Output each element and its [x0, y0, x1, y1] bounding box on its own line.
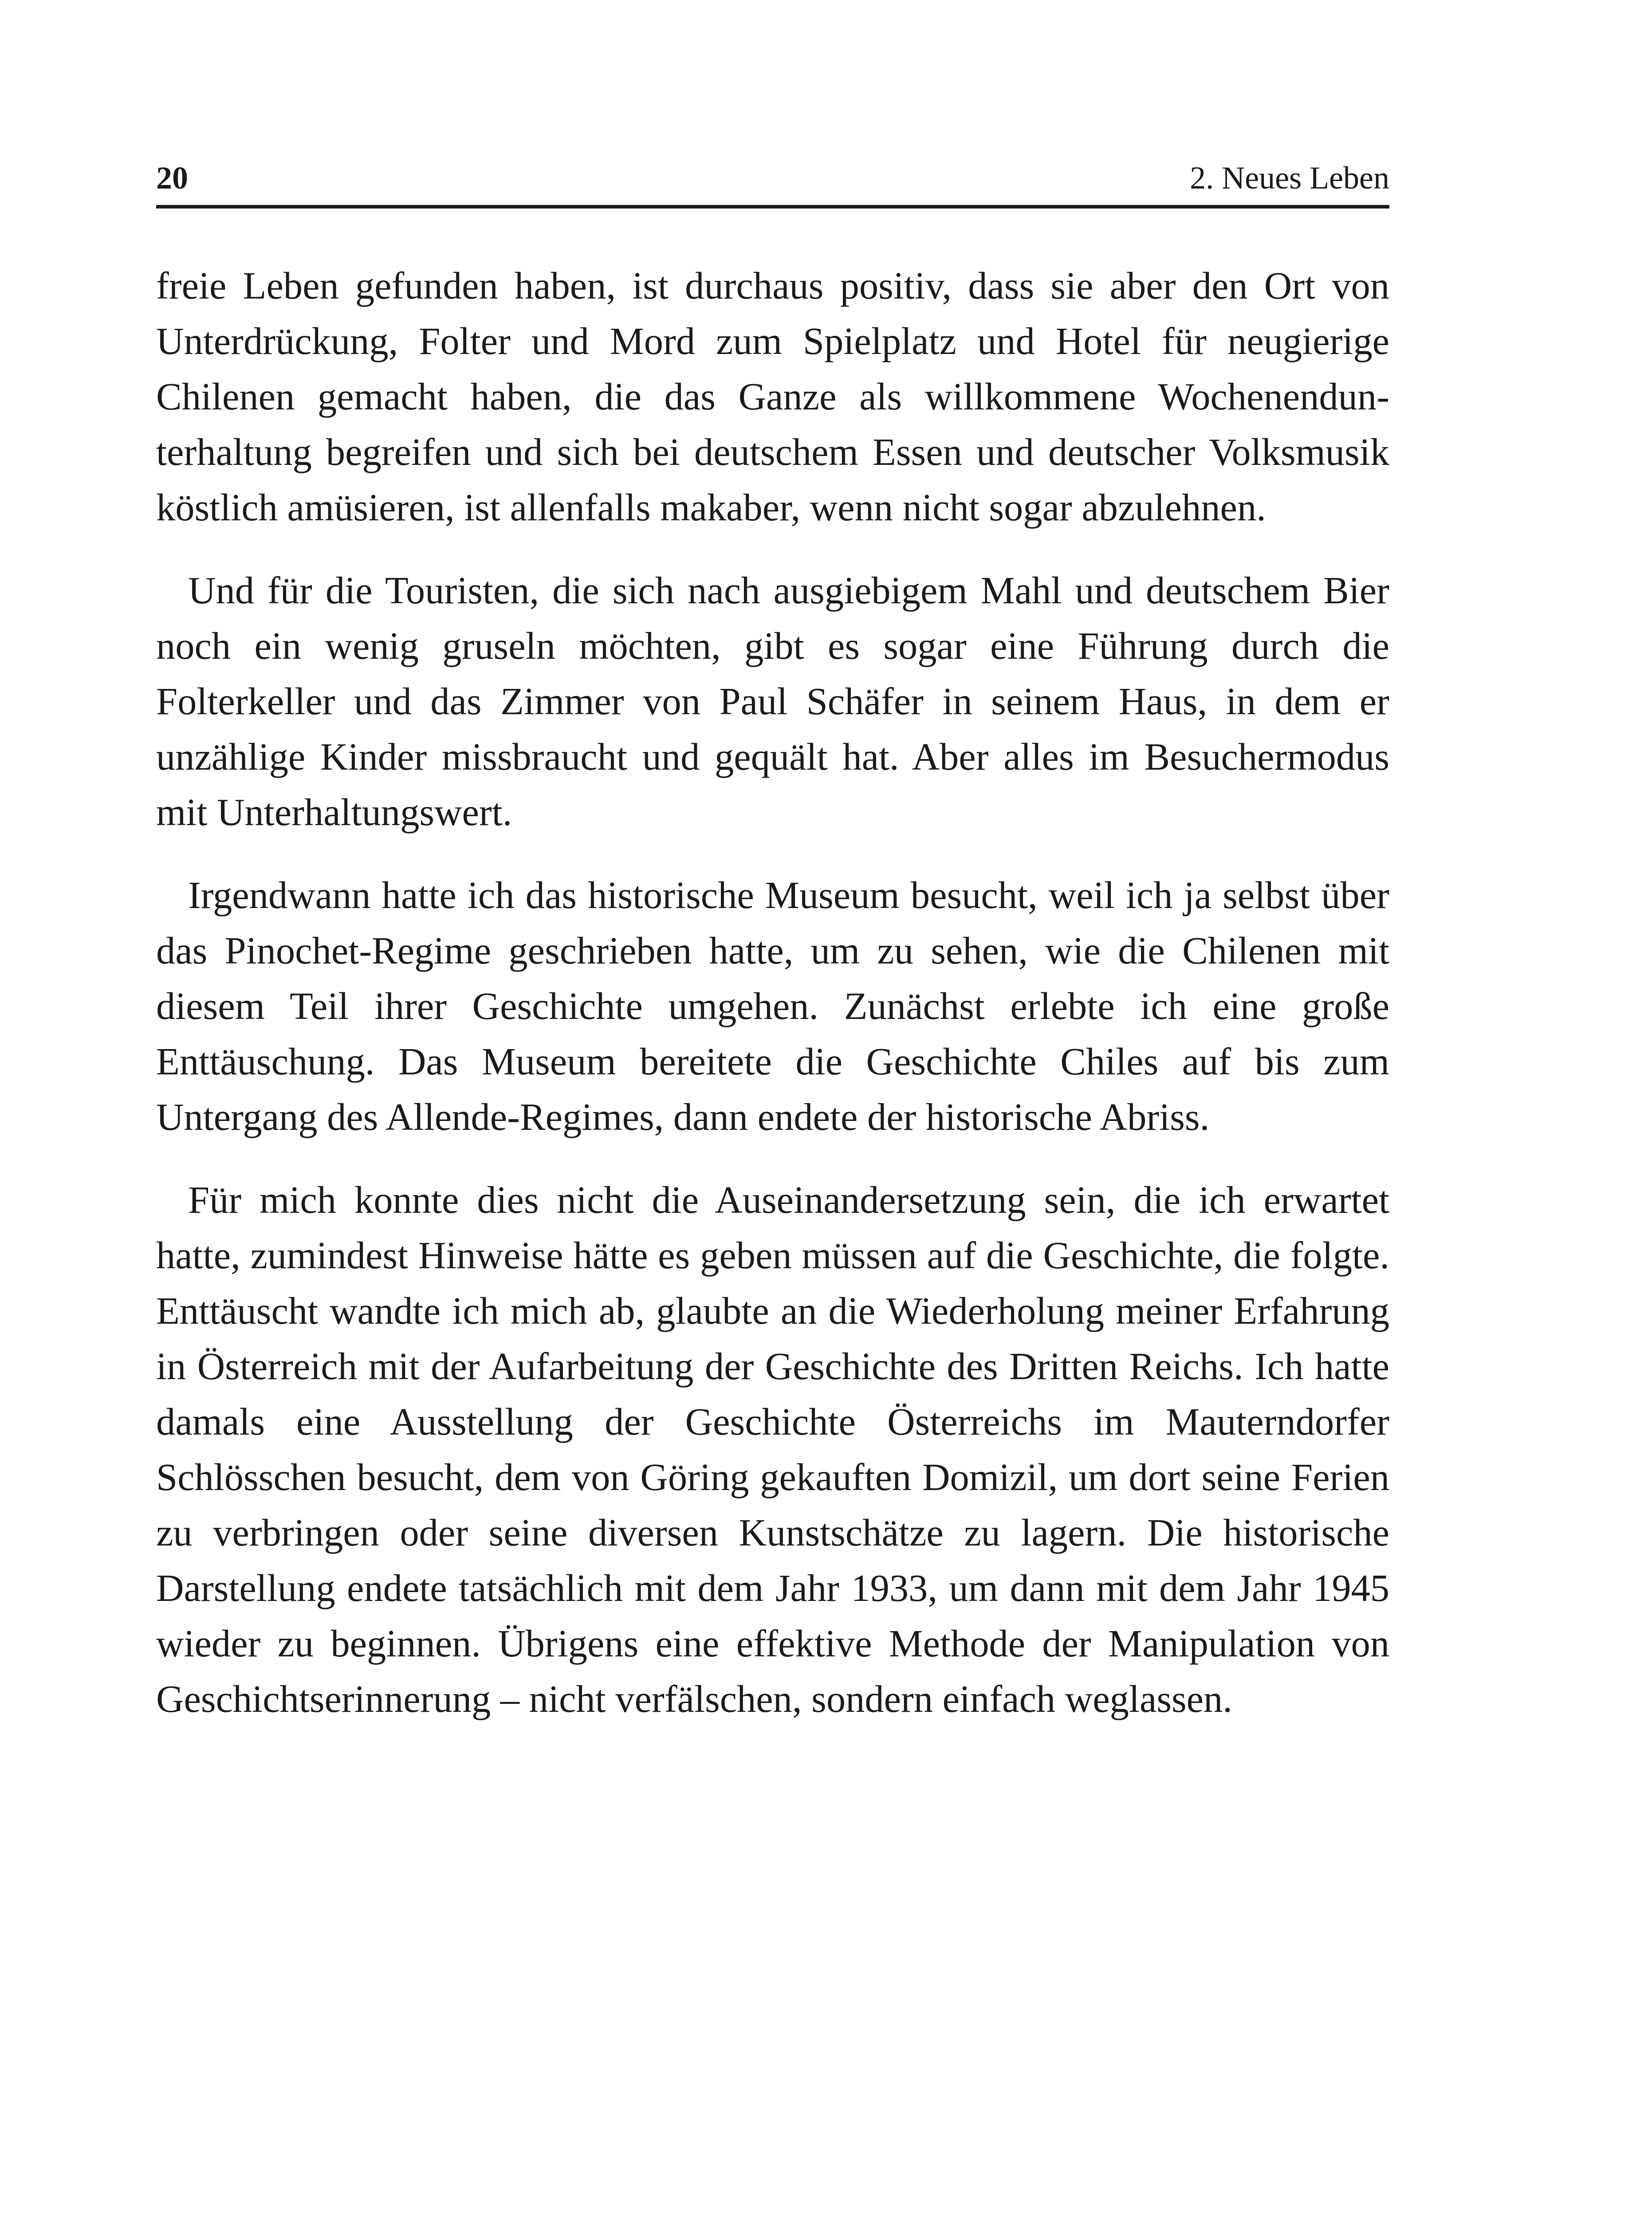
chapter-title: 2. Neues Leben: [1190, 160, 1389, 196]
book-page: [156, 0, 1389, 2218]
body-text: [156, 258, 1389, 1754]
paragraph-1: freie Leben gefunden haben, ist durchaus positiv, dass sie aber den Ort von Unterdrückung, Folter und Mord zum Spielplatz und Hotel für neugierige Chilenen gemacht haben, die das Ganze als willkommene Wochenendunterhaltung begreifen und sich bei deutschem Essen und deutscher Volksmusik köstlich amüsieren, ist allenfalls makaber, wenn nicht sogar abzulehnen.: [156, 264, 1389, 529]
page-number: 20: [156, 160, 188, 196]
paragraph-2: Und für die Touristen, die sich nach ausgiebigem Mahl und deutschem Bier noch ein wenig gruseln möchten, gibt es sogar eine Führung durch die Folterkeller und das Zimmer von Paul Schäfer in seinem Haus, in dem er unzählige Kinder missbraucht und gequält hat. Aber alles im Besuchermodus mit Unterhaltungswert.: [156, 569, 1389, 834]
paragraph-3: Irgendwann hatte ich das historische Museum besucht, weil ich ja selbst über das Pinochet-Regime geschrieben hatte, um zu sehen, wie die Chilenen mit diesem Teil ihrer Geschichte umgehen. Zunächst erlebte ich eine große Enttäuschung. Das Museum bereitete die Geschichte Chiles auf bis zum Untergang des Allende-Regimes, dann endete der historische Abriss.: [156, 874, 1389, 1138]
paragraph-4: Für mich konnte dies nicht die Auseinandersetzung sein, die ich erwartet hatte, zumindest Hinweise hätte es geben müssen auf die Geschichte, die folgte. Enttäuscht wandte ich mich ab, glaubte an die Wiederholung meiner Erfahrung in Österreich mit der Aufarbeitung der Geschichte des Dritten Reichs. Ich hatte damals eine Ausstellung der Geschichte Österreichs im Mauterndorfer Schlösschen besucht, dem von Göring gekauften Domizil, um dort seine Ferien zu verbringen oder seine diversen Kunstschätze zu lagern. Die historische Darstellung endete tatsächlich mit dem Jahr 1933, um dann mit dem Jahr 1945 wieder zu beginnen. Übrigens eine effektive Methode der Manipulation von Geschichtserinnerung – nicht verfälschen, sondern einfach weglassen.: [156, 1179, 1389, 1720]
running-head: [156, 153, 1389, 202]
header-rule: [156, 205, 1389, 208]
